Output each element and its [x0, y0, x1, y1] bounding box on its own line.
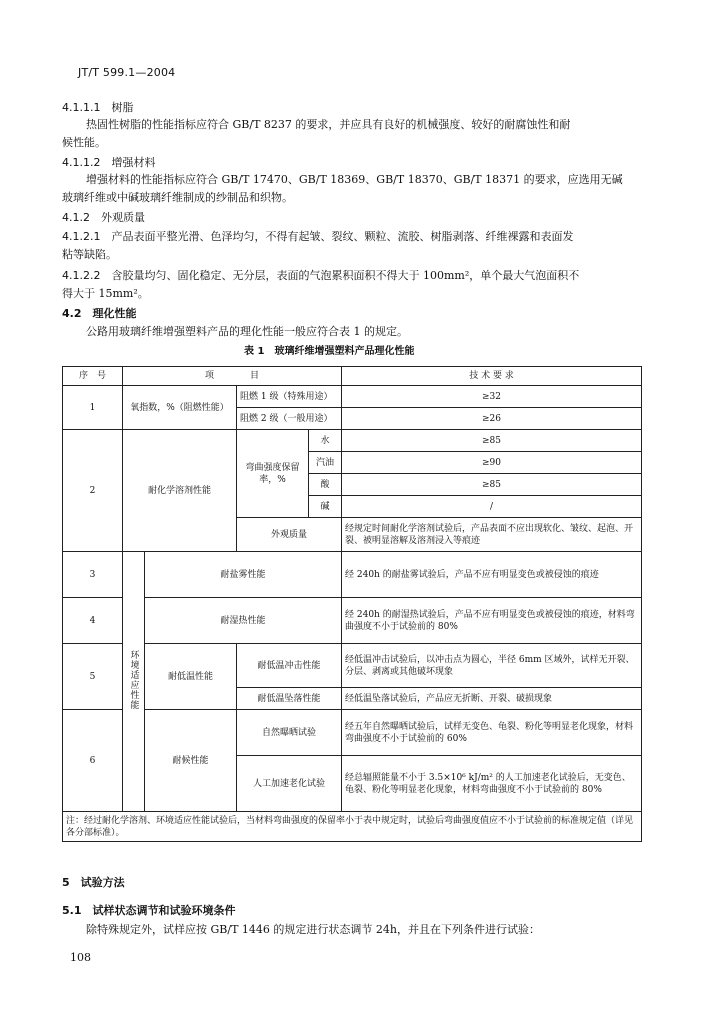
section-51-heading: 5.1 试样状态调节和试验环境条件 [62, 904, 236, 917]
req-natural-exposure: 经五年自然曝晒试验后，试样无变色、龟裂、粉化等明显老化现象，材料弯曲强度不小于试验前的 60% [342, 710, 642, 756]
seq-5: 5 [63, 644, 123, 710]
seq-1: 1 [63, 386, 123, 430]
req-damp-heat: 经 240h 的耐湿热试验后，产品不应有明显变色或被侵蚀的痕迹，材料弯曲强度不小于试验前的 80% [342, 598, 642, 644]
item-weathering: 耐候性能 [145, 710, 237, 812]
page-number: 108 [70, 951, 91, 964]
properties-table [62, 366, 642, 842]
seq-2: 2 [63, 430, 123, 552]
medium-acid: 酸 [309, 474, 342, 496]
table-row [63, 644, 642, 688]
seq-3: 3 [63, 552, 123, 598]
sub-flexural-retention: 弯曲强度保留率，% [237, 430, 309, 518]
medium-gasoline: 汽油 [309, 452, 342, 474]
sub-appearance: 外观质量 [237, 518, 342, 552]
req-acid: ≥85 [342, 474, 642, 496]
req-appearance: 经规定时间耐化学溶剂试验后，产品表面不应出现软化、皱纹、起泡、开裂、被明显溶解及溶剂浸入等痕迹 [342, 518, 642, 552]
table-row [63, 598, 642, 644]
sub-flame-1: 阻燃 1 级（特殊用途） [237, 386, 342, 408]
para-4122-1: 4.1.2.2 含胶量均匀、固化稳定、无分层，表面的气泡累积面积不得大于 100mm²，单个最大气泡面积不 [62, 269, 580, 282]
para-42: 公路用玻璃纤维增强塑料产品的理化性能一般应符合表 1 的规定。 [86, 325, 408, 338]
header-requirement: 技 术 要 求 [342, 367, 642, 386]
table-row [63, 552, 642, 598]
sub-flame-2: 阻燃 2 级（一般用途） [237, 408, 342, 430]
seq-6: 6 [63, 710, 123, 812]
req-gasoline: ≥90 [342, 452, 642, 474]
table-row [63, 710, 642, 756]
section-412-heading: 4.1.2 外观质量 [62, 211, 145, 224]
table-note-row [63, 812, 642, 842]
req-salt-spray: 经 240h 的耐盐雾试验后，产品不应有明显变色或被侵蚀的痕迹 [342, 552, 642, 598]
medium-water: 水 [309, 430, 342, 452]
seq-4: 4 [63, 598, 123, 644]
para-4122-2: 得大于 15mm²。 [62, 287, 149, 300]
para-resin-1: 热固性树脂的性能指标应符合 GB/T 8237 的要求，并应具有良好的机械强度、较好的耐腐蚀性和耐 [86, 118, 571, 131]
doc-header: JT/T 599.1—2004 [78, 66, 176, 79]
sub-artificial-aging: 人工加速老化试验 [237, 756, 342, 812]
table-header-row [63, 367, 642, 386]
sub-low-temp-drop: 耐低温坠落性能 [237, 688, 342, 710]
item-low-temp: 耐低温性能 [145, 644, 237, 710]
para-4121-1: 4.1.2.1 产品表面平整光滑、色泽均匀，不得有起皱、裂纹、颗粒、流胶、树脂剥落、纤维裸露和表面发 [62, 230, 574, 243]
table-row [63, 430, 642, 452]
item-salt-spray: 耐盐雾性能 [145, 552, 342, 598]
table-row [63, 386, 642, 408]
section-42-heading: 4.2 理化性能 [62, 307, 137, 320]
item-oxygen-index: 氧指数，%（阻燃性能） [123, 386, 237, 430]
para-reinforce-1: 增强材料的性能指标应符合 GB/T 17470、GB/T 18369、GB/T 18370、GB/T 18371 的要求，应选用无碱 [86, 173, 623, 186]
req-water: ≥85 [342, 430, 642, 452]
req-flame-2: ≥26 [342, 408, 642, 430]
para-reinforce-2: 玻璃纤维或中碱玻璃纤维制成的纱制品和织物。 [62, 191, 293, 204]
req-low-temp-drop: 经低温坠落试验后，产品应无折断、开裂、破损现象 [342, 688, 642, 710]
para-51: 除特殊规定外，试样应按 GB/T 1446 的规定进行状态调节 24h，并且在下列条件进行试验： [86, 923, 540, 936]
req-alkali: / [342, 496, 642, 518]
para-4121-2: 粘等缺陷。 [62, 248, 117, 261]
req-flame-1: ≥32 [342, 386, 642, 408]
req-low-temp-impact: 经低温冲击试验后，以冲击点为圆心，半径 6mm 区域外，试样无开裂、分层、剥离或其他破坏现象 [342, 644, 642, 688]
item-damp-heat: 耐湿热性能 [145, 598, 342, 644]
req-artificial-aging: 经总辐照能量不小于 3.5×10⁶ kJ/m² 的人工加速老化试验后，无变色、龟裂、粉化等明显老化现象，材料弯曲强度不小于试验前的 80% [342, 756, 642, 812]
para-resin-2: 候性能。 [62, 136, 106, 149]
section-5-heading: 5 试验方法 [62, 876, 125, 889]
header-item: 项 目 [123, 367, 342, 386]
medium-alkali: 碱 [309, 496, 342, 518]
header-seq: 序 号 [63, 367, 123, 386]
sub-natural-exposure: 自然曝晒试验 [237, 710, 342, 756]
env-label: 环境适应性能 [128, 649, 139, 710]
item-chemical: 耐化学溶剂性能 [123, 430, 237, 552]
section-4111-heading: 4.1.1.1 树脂 [62, 101, 134, 114]
table-note: 注：经过耐化学溶剂、环境适应性能试验后，当材料弯曲强度的保留率小于表中规定时，试验后弯曲强度值应不小于试验前的标准规定值（详见各分部标准）。 [63, 812, 642, 842]
env-group [123, 552, 145, 812]
sub-low-temp-impact: 耐低温冲击性能 [237, 644, 342, 688]
table-caption: 表 1 玻璃纤维增强塑料产品理化性能 [244, 346, 415, 357]
section-4112-heading: 4.1.1.2 增强材料 [62, 156, 156, 169]
